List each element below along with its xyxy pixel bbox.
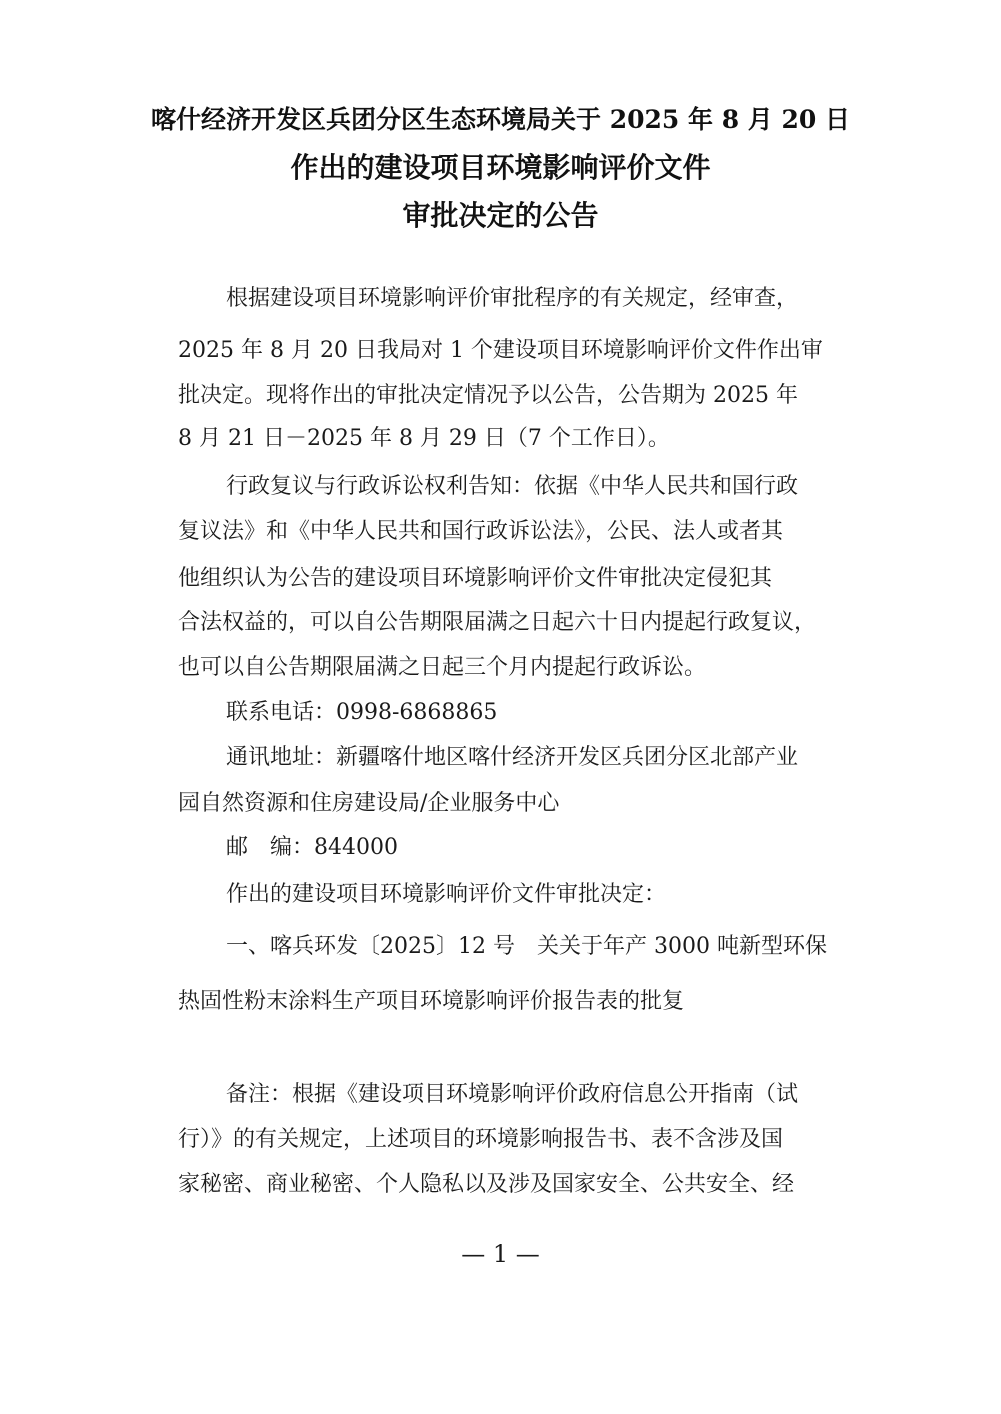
contact-phone: 联系电话：0998-6868865 — [226, 700, 498, 725]
rights-line-4: 合法权益的，可以自公告期限届满之日起六十日内提起行政复议， — [178, 610, 817, 635]
intro-line-2: 2025 年 8 月 20 日我局对 1 个建设项目环境影响评价文件作出审 — [178, 338, 823, 363]
rights-line-5: 也可以自公告期限届满之日起三个月内提起行政诉讼。 — [178, 655, 707, 680]
intro-line-1: 根据建设项目环境影响评价审批程序的有关规定，经审查， — [226, 286, 799, 311]
intro-line-4: 8 月 21 日－2025 年 8 月 29 日（7 个工作日）。 — [178, 426, 670, 451]
intro-line-3: 批决定。现将作出的审批决定情况予以公告，公告期为 2025 年 — [178, 383, 798, 408]
title-line-3: 审批决定的公告 — [402, 199, 599, 232]
decision-line-2: 热固性粉末涂料生产项目环境影响评价报告表的批复 — [178, 989, 685, 1014]
decision-line-1: 一、喀兵环发〔2025〕12 号 关关于年产 3000 吨新型环保 — [226, 934, 827, 959]
page-number: — 1 — — [461, 1240, 540, 1268]
title-line-1: 喀什经济开发区兵团分区生态环境局关于 2025 年 8 月 20 日 — [151, 105, 850, 134]
note-line-1: 备注：根据《建设项目环境影响评价政府信息公开指南（试 — [226, 1082, 799, 1107]
title-line-2: 作出的建设项目环境影响评价文件 — [290, 151, 711, 184]
address-line-1: 通讯地址：新疆喀什地区喀什经济开发区兵团分区北部产业 — [226, 745, 799, 770]
address-line-2: 园自然资源和住房建设局/企业服务中心 — [178, 791, 560, 816]
postcode: 邮 编：844000 — [226, 835, 398, 860]
rights-line-3: 他组织认为公告的建设项目环境影响评价文件审批决定侵犯其 — [178, 566, 773, 591]
note-line-2: 行）》的有关规定，上述项目的环境影响报告书、表不含涉及国 — [178, 1127, 784, 1152]
rights-line-2: 复议法》和《中华人民共和国行政诉讼法》，公民、法人或者其 — [178, 519, 784, 544]
rights-line-1: 行政复议与行政诉讼权利告知：依据《中华人民共和国行政 — [226, 474, 799, 499]
note-line-3: 家秘密、商业秘密、个人隐私以及涉及国家安全、公共安全、经 — [178, 1172, 795, 1197]
decisions-intro: 作出的建设项目环境影响评价文件审批决定： — [226, 882, 667, 907]
